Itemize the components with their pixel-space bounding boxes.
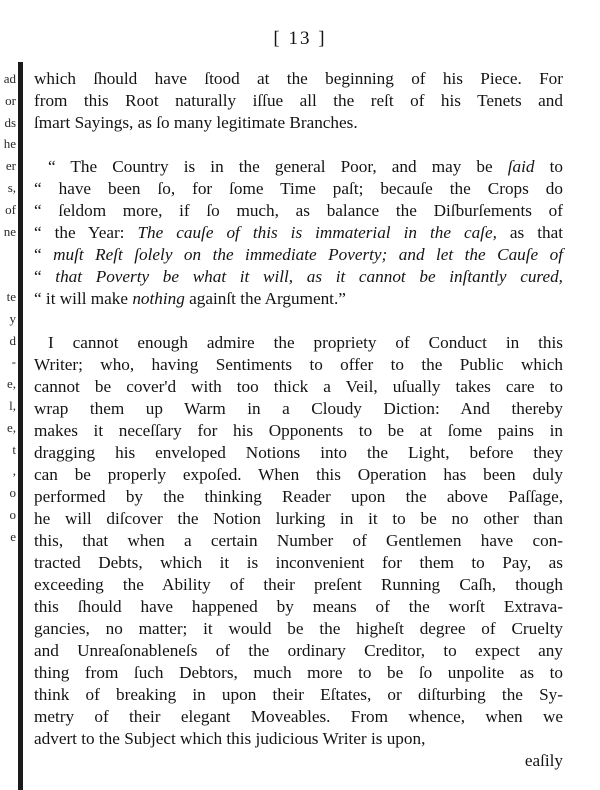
text-line: ſmart Sayings, as ſo many legitimate Branches. xyxy=(34,113,358,132)
margin-fragment xyxy=(0,242,16,264)
text-line: “ muſt Reſt ſolely on the immediate Poverty; and let the Cauſe of xyxy=(34,245,564,264)
margin-fragment xyxy=(0,548,16,570)
text-line: can be properly expoſed. When this Operation has been duly xyxy=(34,465,563,484)
text-line: exceeding the Ability of their preſent Running Caſh, though xyxy=(34,575,563,594)
text-line: “ that Poverty be what it will, as it cannot be inſtantly cured, xyxy=(34,267,563,286)
catchword: eaſily xyxy=(524,751,563,770)
text-line: wrap them up Warm in a Cloudy Diction: And thereby xyxy=(34,399,563,418)
margin-fragment: er xyxy=(5,158,16,174)
margin-fragment: ne xyxy=(3,223,16,239)
text-line: think of breaking in upon their Eſtates, or diſturbing the Sy- xyxy=(34,685,563,704)
margin-fragment: , xyxy=(12,463,16,479)
margin-fragment xyxy=(0,569,16,591)
margin-fragment: of xyxy=(5,201,16,217)
text-line: dragging his enveloped Notions into the Light, before they xyxy=(34,443,563,462)
text-line: metry of their elegant Moveables. From whence, when we xyxy=(34,707,563,726)
margin-fragment: - xyxy=(11,354,16,370)
binding-gutter xyxy=(18,62,23,790)
text-line: I cannot enough admire the propriety of Conduct in this xyxy=(48,333,563,352)
text-line: makes it neceſſary for his Opponents to be at ſome pains in xyxy=(34,421,563,440)
text-line: “ The Country is in the general Poor, and may be ſaid to xyxy=(48,157,563,176)
adjacent-page-margin xyxy=(0,68,16,591)
margin-fragment: s, xyxy=(7,179,16,195)
text-line: this ſhould have happened by means of the worſt Extrava- xyxy=(34,597,563,616)
paragraph-2-quotation xyxy=(34,156,563,310)
text-line: “ ſeldom more, if ſo much, as balance the Diſburſements of xyxy=(34,201,563,220)
text-line: performed by the thinking Reader upon the above Paſſage, xyxy=(34,487,563,506)
margin-fragment: te xyxy=(6,288,16,304)
margin-fragment: ds xyxy=(4,114,16,130)
text-line: this, that when a certain Number of Gentlemen have con- xyxy=(34,531,563,550)
text-line: thing from ſuch Debtors, much more to be ſo unpolite as to xyxy=(34,663,563,682)
paragraph-3 xyxy=(34,332,563,750)
margin-fragment: t xyxy=(12,441,16,457)
text-line: “ it will make nothing againſt the Argument.” xyxy=(34,289,346,308)
text-line: from this Root naturally iſſue all the reſt of his Tenets and xyxy=(34,91,563,110)
text-line: he will diſcover the Notion lurking in it to be no other than xyxy=(34,509,563,528)
text-line: Writer; who, having Sentiments to offer to the Public which xyxy=(34,355,563,374)
margin-fragment: l, xyxy=(9,397,16,413)
text-line: which ſhould have ſtood at the beginning of his Piece. For xyxy=(34,69,563,88)
text-line: advert to the Subject which this judicious Writer is upon, xyxy=(34,729,426,748)
margin-fragment: o xyxy=(9,506,16,522)
margin-fragment: e, xyxy=(6,376,16,392)
body-text xyxy=(34,68,563,772)
margin-fragment: e, xyxy=(6,419,16,435)
text-line: tracted Debts, which it is inconvenient for them to Pay, as xyxy=(34,553,563,572)
paragraph-1 xyxy=(34,68,563,134)
text-line: gancies, no matter; it would be the higheſt degree of Cruelty xyxy=(34,619,563,638)
margin-fragment: he xyxy=(3,136,16,152)
margin-fragment: ad xyxy=(3,71,16,86)
margin-fragment: y xyxy=(9,310,16,326)
text-line: cannot be cover'd with too thick a Veil, uſually takes care to xyxy=(34,377,563,396)
text-line: “ have been ſo, for ſome Time paſt; becauſe the Crops do xyxy=(34,179,563,198)
margin-fragment: o xyxy=(9,485,16,501)
page-number: [ 13 ] xyxy=(273,28,327,49)
margin-fragment: or xyxy=(5,92,16,108)
margin-fragment xyxy=(0,264,16,286)
text-line: and Unreaſonableneſs of the ordinary Creditor, to expect any xyxy=(34,641,563,660)
margin-fragment: e xyxy=(10,528,16,544)
margin-fragment: d xyxy=(9,332,16,348)
text-line: “ the Year: The cauſe of this is immaterial in the caſe, as that xyxy=(34,223,563,242)
